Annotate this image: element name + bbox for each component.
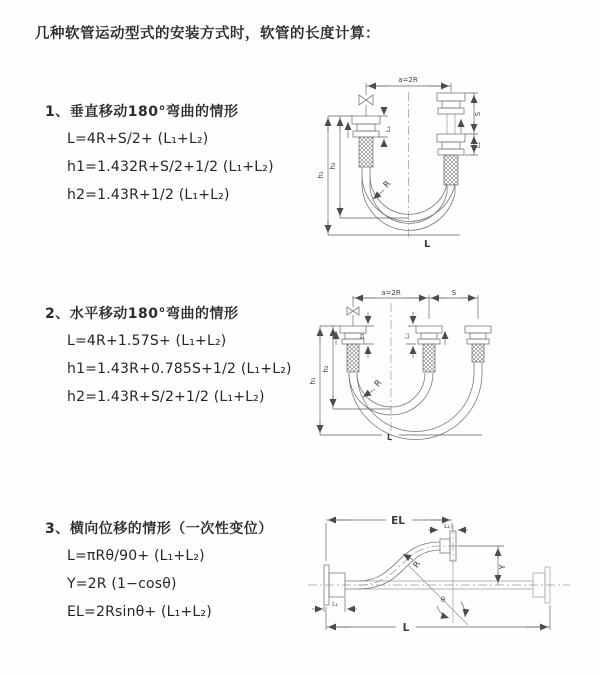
dim-label-r: R	[381, 179, 394, 191]
dim-label-l2: L₂	[444, 523, 450, 530]
section-horizontal-180	[45, 305, 315, 407]
dim-label-s: S	[474, 111, 482, 117]
formula-h2: h2=1.43R+S/2+1/2 (L₁+L₂)	[67, 389, 265, 405]
diagram-horizontal-180-bend	[306, 283, 598, 463]
left-hose-fitting	[340, 326, 366, 372]
left-hose-fitting	[352, 116, 380, 183]
dimension-l1	[378, 108, 392, 145]
dimension-l1	[312, 598, 357, 612]
dim-label-l1: L₁	[359, 333, 366, 339]
dim-label-l: L	[424, 239, 431, 250]
dim-label-theta: θ	[440, 596, 446, 604]
section-lateral-displacement	[45, 520, 315, 622]
dim-label-l1: L₁	[332, 601, 338, 608]
dimension-s	[465, 93, 482, 134]
formula-EL: EL=2Rsinθ+ (L₁+L₂)	[67, 604, 212, 620]
dimension-l2	[428, 523, 468, 530]
section-3-heading: 3、横向位移的情形（一次性变位）	[45, 521, 273, 537]
dim-label-l2: L₂	[404, 333, 411, 339]
section-vertical-180	[45, 103, 315, 205]
left-flange	[324, 565, 358, 605]
dim-label-l2: L₂	[474, 141, 482, 149]
dim-label-y: Y	[498, 564, 507, 570]
dim-label-h1: h₁	[309, 377, 317, 385]
dimension-el	[326, 515, 452, 561]
valve-icon	[347, 307, 359, 326]
dim-label-a2r: a=2R	[398, 76, 418, 84]
section-2-heading: 2、水平移动180°弯曲的情形	[45, 306, 239, 322]
hose-s-curve	[358, 542, 460, 589]
dim-label-el: EL	[391, 515, 405, 527]
ghost-straight-pipe	[358, 567, 550, 603]
radius-callout	[363, 378, 384, 397]
formula-Y: Y=2R (1−cosθ)	[67, 576, 177, 592]
formula-L: L=4R+1.57S+ (L₁+L₂)	[67, 333, 227, 349]
dim-label-l1: L₁	[384, 125, 392, 133]
formula-L: L=πRθ/90+ (L₁+L₂)	[67, 548, 205, 564]
dimension-l1	[359, 312, 374, 358]
dim-label-r: R	[411, 559, 424, 571]
dimension-l2	[404, 312, 416, 358]
dimension-h1	[309, 326, 482, 435]
dim-label-r: R	[372, 378, 385, 390]
formula-h1: h1=1.43R+0.785S+1/2 (L₁+L₂)	[67, 361, 292, 377]
dimension-s	[429, 289, 478, 319]
hose-u-bend	[349, 373, 482, 440]
formula-h1: h1=1.432R+S/2+1/2 (L₁+L₂)	[67, 159, 274, 175]
valve-icon	[359, 95, 373, 116]
diagram-vertical-180-bend	[308, 70, 598, 254]
dim-label-s: S	[451, 289, 457, 297]
section-1-heading: 1、垂直移动180°弯曲的情形	[45, 104, 239, 120]
dim-label-l: L	[387, 433, 393, 442]
dim-label-h1: h₁	[317, 171, 325, 179]
dim-label-h2: h₂	[322, 365, 330, 373]
dimension-y	[458, 546, 507, 585]
radius-callout	[403, 554, 423, 570]
right-hose-fitting	[437, 93, 465, 193]
right-hose-fitting	[465, 326, 491, 373]
upper-flange	[440, 525, 456, 561]
middle-hose-fitting	[416, 326, 442, 372]
dimension-l	[326, 605, 550, 634]
dim-label-h2: h₂	[329, 162, 337, 170]
angle-theta	[408, 561, 468, 625]
dimension-l2	[465, 134, 482, 155]
dim-label-l: L	[402, 622, 410, 634]
formula-h2: h2=1.43R+1/2 (L₁+L₂)	[67, 187, 230, 203]
diagram-lateral-displacement	[300, 503, 600, 645]
dim-label-a2r: a=2R	[381, 289, 401, 297]
document-title: 几种软管运动型式的安装方式时，软管的长度计算：	[35, 26, 380, 42]
formula-L: L=4R+S/2+ (L₁+L₂)	[67, 131, 209, 147]
